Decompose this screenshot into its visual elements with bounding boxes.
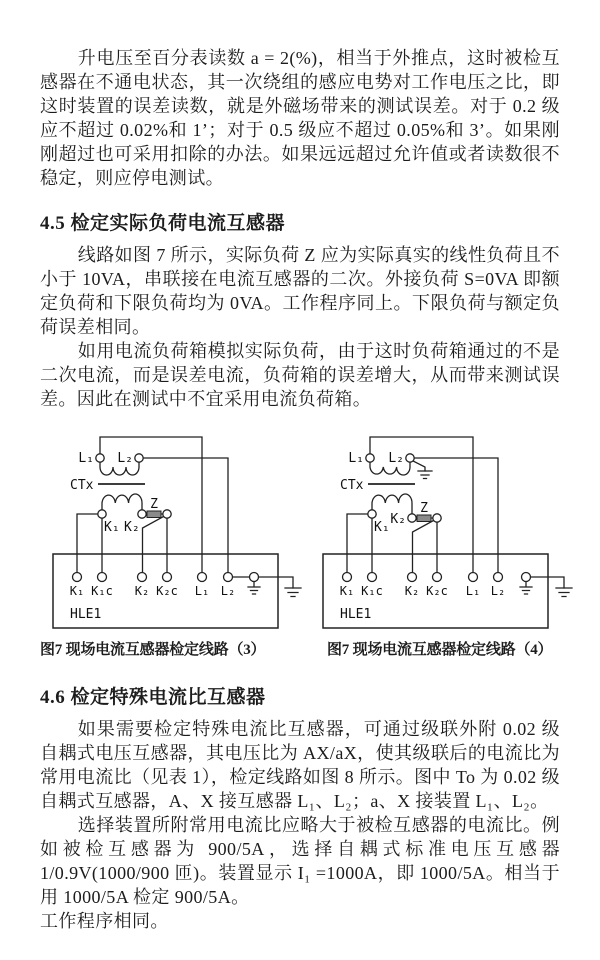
- label-k2: K₂: [390, 512, 406, 527]
- terminal: [469, 573, 478, 582]
- paragraph-4-5-burden-box: 如用电流负荷箱模拟实际负荷，由于这时负荷箱通过的不是二次电流，而是误差电流，负荷箱的误差增大，从而带来测试误差。因此在测试中不宜采用电流负荷箱。: [40, 341, 560, 409]
- terminal-label-k2: K₂: [404, 584, 420, 598]
- terminal-label-k2c: K₂c: [156, 584, 178, 598]
- figure7-schematic-3: [40, 431, 310, 633]
- terminal: [198, 573, 207, 582]
- labels: [70, 451, 235, 622]
- terminal-label-l2: L₂: [490, 584, 506, 598]
- k1-wire: [77, 514, 98, 572]
- terminal: [366, 454, 374, 462]
- terminal: [73, 573, 82, 582]
- k1-wire: [347, 514, 368, 572]
- panel-ground-icon: [520, 581, 532, 594]
- terminal-label-k1: K₁: [339, 584, 355, 598]
- label-k1: K₁: [374, 520, 390, 535]
- labels: [340, 451, 505, 622]
- terminal: [343, 573, 352, 582]
- switch-blade: [413, 521, 434, 573]
- label-hle1: HLE1: [70, 607, 102, 622]
- label-z: Z: [150, 497, 158, 512]
- terminal: [98, 573, 107, 582]
- terminal-label-k1c: K₁c: [361, 584, 383, 598]
- figure7-captions: [40, 640, 560, 662]
- section-heading-4-6: 4.6 检定特殊电流比互感器: [40, 687, 266, 708]
- terminal: [368, 573, 377, 582]
- label-z: Z: [420, 501, 428, 516]
- figure7-caption-4: 图7 现场电流互感器检定线路（4）: [327, 642, 553, 658]
- terminal: [406, 454, 414, 462]
- paragraph-4-6-same-procedure: 工作程序相同。: [40, 911, 169, 931]
- label-hle1: HLE1: [340, 607, 372, 622]
- terminal: [408, 514, 416, 522]
- terminal: [135, 454, 143, 462]
- section-heading-4-5: 4.5 检定实际负荷电流互感器: [40, 213, 286, 234]
- terminal-label-k1: K₁: [69, 584, 85, 598]
- terminal: [138, 510, 146, 518]
- terminal: [250, 573, 259, 582]
- figure7-diagrams: [40, 431, 560, 633]
- switch-blade: [143, 517, 164, 573]
- secondary-winding: [102, 494, 142, 510]
- label-ctx: CTx: [70, 478, 94, 493]
- terminal-label-k2: K₂: [134, 584, 150, 598]
- paragraph-4-6-special-ratio: 如果需要检定特殊电流比互感器，可通过级联外附 0.02 级自耦式电压互感器，其电压比为 AX/aX，使其级联后的电流比为常用电流比（见表 1），检定线路如图 8 所示。图中 To 为 0.02 级自耦式互感器，A、X 接互感器 L₁、L₂；a、X 接装置 L₁、L₂。: [40, 719, 560, 811]
- terminal-label-l1: L₁: [194, 584, 210, 598]
- terminal: [138, 573, 147, 582]
- paragraph-4-5-circuit: 线路如图 7 所示，实际负荷 Z 应为实际真实的线性负荷且不小于 10VA，串联接在电流互感器的二次。外接负荷 S=0VA 即额定负荷和下限负荷均为 0VA。工作程序同上。下限负荷与额定负荷误差相同。: [40, 245, 560, 337]
- terminal-label-k2c: K₂c: [426, 584, 448, 598]
- terminal-label-l2: L₂: [220, 584, 236, 598]
- ground-icon: [285, 588, 301, 597]
- panel-ground-icon: [248, 581, 260, 594]
- l2-earth-lead: [413, 461, 425, 471]
- terminal: [224, 573, 233, 582]
- wiring: [77, 437, 293, 588]
- label-l2: L₂: [388, 451, 404, 466]
- terminal: [433, 514, 441, 522]
- label-l1: L₁: [78, 451, 94, 466]
- terminal: [96, 454, 104, 462]
- earth-wire: [232, 577, 293, 588]
- label-ctx: CTx: [340, 478, 364, 493]
- label-l1: L₁: [348, 451, 364, 466]
- terminals: [73, 454, 259, 582]
- figure7-caption-3: 图7 现场电流互感器检定线路（3）: [40, 642, 266, 658]
- terminal: [408, 573, 417, 582]
- terminal: [522, 573, 531, 582]
- terminal-label-l1: L₁: [465, 584, 481, 598]
- terminal: [494, 573, 503, 582]
- label-l2: L₂: [117, 451, 133, 466]
- terminal-label-k1c: K₁c: [91, 584, 113, 598]
- paragraph-extrapolation: 升电压至百分表读数 a = 2(%)，相当于外推点，这时被检互感器在不通电状态，其一次绕组的感应电势对工作电压之比，即这时装置的误差读数，就是外磁场带来的测试误差。对于 0.2 级应不超过 0.02%和 1’；对于 0.5 级应不超过 0.05%和 3’。如果刚刚超过也可采用扣除的办法。如果远远超过允许值或者读数很不稳定，则应停电测试。: [40, 48, 560, 188]
- label-k1: K₁: [104, 520, 120, 535]
- terminal: [163, 510, 171, 518]
- terminal: [368, 510, 376, 518]
- terminal: [163, 573, 172, 582]
- ground-icon: [556, 588, 572, 597]
- terminal: [98, 510, 106, 518]
- figure7-schematic-4: [310, 431, 580, 633]
- secondary-winding: [372, 494, 412, 514]
- paragraph-4-6-example: 选择装置所附常用电流比应略大于被检互感器的电流比。例如被检互感器为 900/5A，选择自耦式标准电压互感器 1/0.9V(1000/900 匝)。装置显示 I₁ =1000A，即 1000/5A。相当于用 1000/5A 检定 900/5A。: [40, 815, 560, 907]
- label-k2: K₂: [124, 520, 140, 535]
- terminal: [433, 573, 442, 582]
- wiring: [347, 437, 564, 588]
- l2-ground-icon: [418, 471, 432, 479]
